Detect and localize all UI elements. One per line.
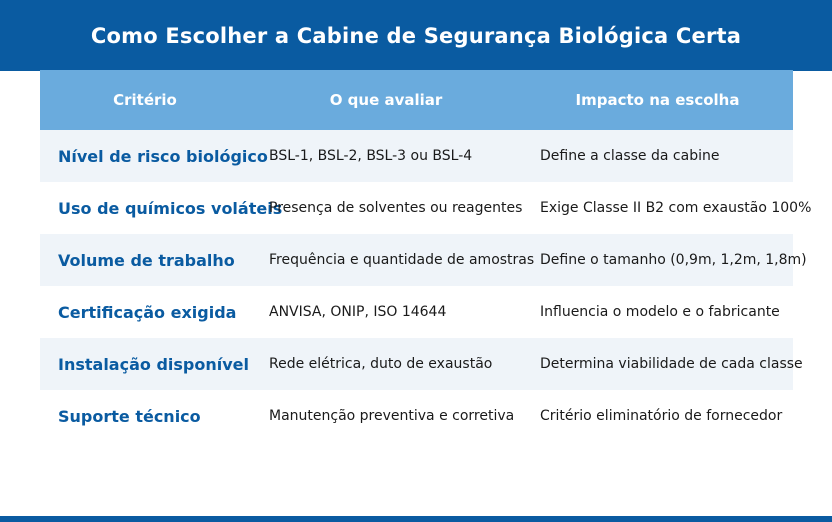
table-row [40, 286, 793, 338]
page-header [0, 0, 832, 71]
criterion-cell: Volume de trabalho [58, 250, 235, 270]
table-header-row [40, 70, 793, 130]
table-row [40, 390, 793, 442]
impact-cell: Critério eliminatório de fornecedor [540, 408, 783, 424]
column-header-impacto: Impacto na escolha [575, 91, 740, 109]
page-title: Como Escolher a Cabine de Segurança Biológica Certa [90, 23, 742, 48]
impact-cell: Define o tamanho (0,9m, 1,2m, 1,8m) [540, 252, 807, 268]
evaluate-cell: Rede elétrica, duto de exaustão [269, 356, 493, 372]
table-row [40, 234, 807, 286]
impact-cell: Define a classe da cabine [540, 148, 720, 164]
evaluate-cell: ANVISA, ONIP, ISO 14644 [269, 304, 447, 320]
table-row [40, 338, 803, 390]
criterion-cell: Nível de risco biológico [58, 146, 268, 166]
impact-cell: Influencia o modelo e o fabricante [540, 304, 780, 320]
impact-cell: Exige Classe II B2 com exaustão 100% [540, 200, 812, 216]
criterion-cell: Suporte técnico [58, 406, 201, 426]
impact-cell: Determina viabilidade de cada classe [540, 356, 803, 372]
criterion-cell: Certificação exigida [58, 302, 237, 322]
column-header-criterio: Critério [113, 91, 177, 109]
footer-bar [0, 516, 832, 522]
table-row [40, 182, 812, 234]
evaluate-cell: Frequência e quantidade de amostras [269, 252, 535, 268]
column-header-o-que-avaliar: O que avaliar [329, 91, 443, 109]
evaluate-cell: Manutenção preventiva e corretiva [269, 408, 515, 424]
criteria-table [40, 70, 812, 442]
evaluate-cell: Presença de solventes ou reagentes [269, 200, 523, 216]
criterion-cell: Uso de químicos voláteis [58, 198, 283, 218]
evaluate-cell: BSL-1, BSL-2, BSL-3 ou BSL-4 [269, 148, 473, 164]
table-row [40, 130, 793, 182]
criterion-cell: Instalação disponível [58, 354, 249, 374]
